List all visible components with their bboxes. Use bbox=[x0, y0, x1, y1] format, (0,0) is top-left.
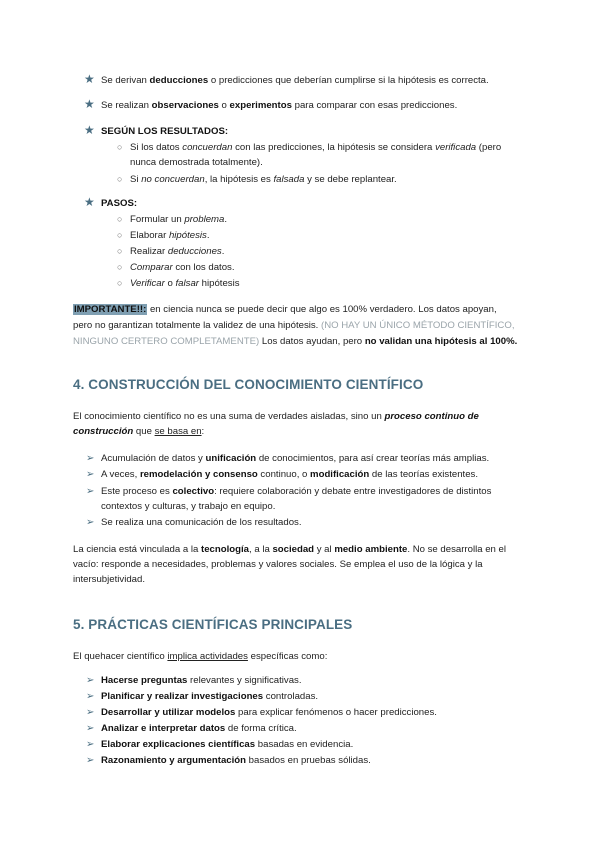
bold-text: modificación bbox=[310, 469, 370, 480]
circle-bullet-icon: ○ bbox=[117, 262, 123, 272]
text: continuo, o bbox=[257, 469, 311, 480]
text: Realizar bbox=[130, 246, 168, 257]
text: que bbox=[133, 426, 155, 437]
arrow-bullet-icon: ➢ bbox=[86, 675, 95, 686]
text: o bbox=[164, 278, 176, 289]
italic-text: Verificar bbox=[130, 278, 165, 289]
bold-text: unificación bbox=[205, 453, 257, 464]
list-item bbox=[130, 260, 235, 275]
text: (pero bbox=[476, 142, 502, 153]
bold-text: observaciones bbox=[151, 100, 219, 111]
list-item bbox=[101, 673, 302, 688]
circle-bullet-icon: ○ bbox=[117, 246, 123, 256]
text: y al bbox=[314, 544, 335, 555]
text: Se derivan bbox=[101, 75, 150, 86]
text: , a la bbox=[248, 544, 273, 555]
bold-text: no validan una hipótesis al 100%. bbox=[364, 336, 518, 347]
list-item bbox=[130, 228, 209, 243]
text: . bbox=[206, 230, 210, 241]
text: en ciencia nunca se puede decir que algo es 100% verdadero. Los datos apoyan, bbox=[147, 304, 497, 315]
arrow-bullet-icon: ➢ bbox=[86, 517, 95, 528]
text: Este proceso es bbox=[101, 486, 173, 497]
text: específicas como: bbox=[247, 651, 328, 662]
italic-text: concuerdan bbox=[182, 142, 233, 153]
text: Formular un bbox=[130, 214, 185, 225]
text: Elaborar bbox=[130, 230, 169, 241]
gray-note: NINGUNO CERTERO COMPLETAMENTE) bbox=[73, 336, 260, 347]
circle-bullet-icon: ○ bbox=[117, 230, 123, 240]
text: Se realizan bbox=[101, 100, 152, 111]
text: relevantes y significativas. bbox=[187, 675, 302, 686]
important-line-3 bbox=[73, 334, 517, 349]
text: con las predicciones, la hipótesis se considera bbox=[232, 142, 436, 153]
text: Los datos ayudan, pero bbox=[259, 336, 365, 347]
list-item: Se realiza una comunicación de los resultados. bbox=[101, 517, 302, 528]
text: . bbox=[224, 214, 228, 225]
text: o bbox=[218, 100, 230, 111]
text: de conocimientos, para así crear teorías más amplias. bbox=[256, 453, 490, 464]
list-item bbox=[130, 244, 224, 259]
bold-text: Hacerse preguntas bbox=[101, 675, 188, 686]
text: : requiere colaboración y debate entre investigadores de distintos bbox=[214, 486, 492, 497]
list-item bbox=[130, 212, 227, 227]
list-item bbox=[130, 140, 501, 155]
list-item bbox=[101, 98, 457, 113]
list-item bbox=[101, 73, 489, 88]
bold-text: sociedad bbox=[272, 544, 315, 555]
list-item bbox=[101, 124, 228, 139]
bold-text: experimentos bbox=[229, 100, 292, 111]
italic-text: problema bbox=[184, 214, 225, 225]
text: con los datos. bbox=[172, 262, 235, 273]
text: controladas. bbox=[263, 691, 319, 702]
bold-text: colectivo bbox=[172, 486, 215, 497]
bold-text: deducciones bbox=[149, 75, 209, 86]
bold-text: Razonamiento y argumentación bbox=[101, 755, 246, 766]
text: . bbox=[221, 246, 225, 257]
text: El conocimiento científico no es una suma de verdades aisladas, sino un bbox=[73, 411, 385, 422]
underlined-text: implica actividades bbox=[167, 651, 248, 662]
circle-bullet-icon: ○ bbox=[117, 174, 123, 184]
section-4-paragraph bbox=[73, 542, 506, 557]
arrow-bullet-icon: ➢ bbox=[86, 755, 95, 766]
text: Acumulación de datos y bbox=[101, 453, 206, 464]
list-item-continuation: contextos y culturas, y trabajo en equipo. bbox=[101, 501, 276, 512]
section-5-heading: 5. PRÁCTICAS CIENTÍFICAS PRINCIPALES bbox=[73, 617, 353, 632]
text: , la hipótesis es bbox=[204, 174, 274, 185]
underlined-text: se basa en bbox=[154, 426, 202, 437]
list-item bbox=[101, 484, 491, 499]
important-line-1 bbox=[73, 302, 497, 317]
star-bullet-icon: ★ bbox=[84, 123, 95, 137]
bold-text: Elaborar explicaciones científicas bbox=[101, 739, 256, 750]
text: El quehacer científico bbox=[73, 651, 168, 662]
list-item bbox=[130, 172, 397, 187]
bold-text: Analizar e interpretar datos bbox=[101, 723, 226, 734]
list-item bbox=[101, 753, 371, 768]
list-item bbox=[101, 737, 353, 752]
text: . No se desarrolla en el bbox=[407, 544, 507, 555]
gray-note: (NO HAY UN ÚNICO MÉTODO CIENTÍFICO, bbox=[321, 320, 515, 331]
text: Si los datos bbox=[130, 142, 183, 153]
text: de forma crítica. bbox=[225, 723, 297, 734]
bold-italic-text: proceso continuo de bbox=[384, 411, 479, 422]
text: para comparar con esas predicciones. bbox=[291, 100, 458, 111]
arrow-bullet-icon: ➢ bbox=[86, 469, 95, 480]
arrow-bullet-icon: ➢ bbox=[86, 453, 95, 464]
section-label: SEGÚN LOS RESULTADOS: bbox=[101, 126, 229, 137]
text: para explicar fenómenos o hacer predicciones. bbox=[235, 707, 437, 718]
bold-text: medio ambiente bbox=[334, 544, 408, 555]
bold-italic-text: construcción bbox=[73, 426, 134, 437]
italic-text: deducciones bbox=[167, 246, 222, 257]
section-4-intro bbox=[73, 409, 479, 424]
arrow-bullet-icon: ➢ bbox=[86, 739, 95, 750]
italic-text: falsada bbox=[273, 174, 305, 185]
text: o predicciones que deberían cumplirse si la hipótesis es correcta. bbox=[208, 75, 489, 86]
list-item bbox=[101, 721, 297, 736]
important-line-2 bbox=[73, 318, 514, 333]
list-item bbox=[101, 196, 137, 211]
section-5-intro bbox=[73, 649, 327, 664]
list-item bbox=[101, 451, 489, 466]
section-label: PASOS: bbox=[101, 198, 138, 209]
section-4-heading: 4. CONSTRUCCIÓN DEL CONOCIMIENTO CIENTÍFICO bbox=[73, 377, 424, 392]
bold-text: Desarrollar y utilizar modelos bbox=[101, 707, 236, 718]
list-item-continuation: nunca demostrada totalmente). bbox=[130, 157, 263, 168]
arrow-bullet-icon: ➢ bbox=[86, 723, 95, 734]
italic-text: hipótesis bbox=[168, 230, 207, 241]
italic-text: verificada bbox=[435, 142, 477, 153]
star-bullet-icon: ★ bbox=[84, 97, 95, 111]
star-bullet-icon: ★ bbox=[84, 72, 95, 86]
text: y se debe replantear. bbox=[304, 174, 397, 185]
text: A veces, bbox=[101, 469, 140, 480]
text: de las teorías existentes. bbox=[369, 469, 479, 480]
list-item bbox=[130, 276, 240, 291]
section-4-intro-line-2 bbox=[73, 424, 204, 439]
bold-text: Planificar y realizar investigaciones bbox=[101, 691, 264, 702]
list-item bbox=[101, 705, 437, 720]
bold-text: remodelación y consenso bbox=[139, 469, 258, 480]
important-label: IMPORTANTE!!: bbox=[74, 304, 147, 315]
text: basadas en evidencia. bbox=[255, 739, 354, 750]
section-4-paragraph-line-2: vacío: responde a necesidades, problemas y valores sociales. Se emplea el uso de la lógica y la bbox=[73, 559, 483, 570]
text: basados en pruebas sólidas. bbox=[246, 755, 371, 766]
italic-text: no concuerdan bbox=[141, 174, 205, 185]
list-item bbox=[101, 467, 478, 482]
italic-text: falsar bbox=[175, 278, 199, 289]
text: La ciencia está vinculada a la bbox=[73, 544, 201, 555]
arrow-bullet-icon: ➢ bbox=[86, 486, 95, 497]
star-bullet-icon: ★ bbox=[84, 195, 95, 209]
italic-text: Comparar bbox=[130, 262, 173, 273]
text: hipótesis bbox=[198, 278, 240, 289]
text: pero no garantizan totalmente la validez de una hipótesis. bbox=[73, 320, 321, 331]
arrow-bullet-icon: ➢ bbox=[86, 691, 95, 702]
arrow-bullet-icon: ➢ bbox=[86, 707, 95, 718]
list-item bbox=[101, 689, 318, 704]
circle-bullet-icon: ○ bbox=[117, 142, 123, 152]
section-4-paragraph-line-3: intersubjetividad. bbox=[73, 574, 145, 585]
circle-bullet-icon: ○ bbox=[117, 278, 123, 288]
text: Si bbox=[130, 174, 142, 185]
text: : bbox=[201, 426, 205, 437]
bold-text: tecnología bbox=[201, 544, 249, 555]
circle-bullet-icon: ○ bbox=[117, 214, 123, 224]
